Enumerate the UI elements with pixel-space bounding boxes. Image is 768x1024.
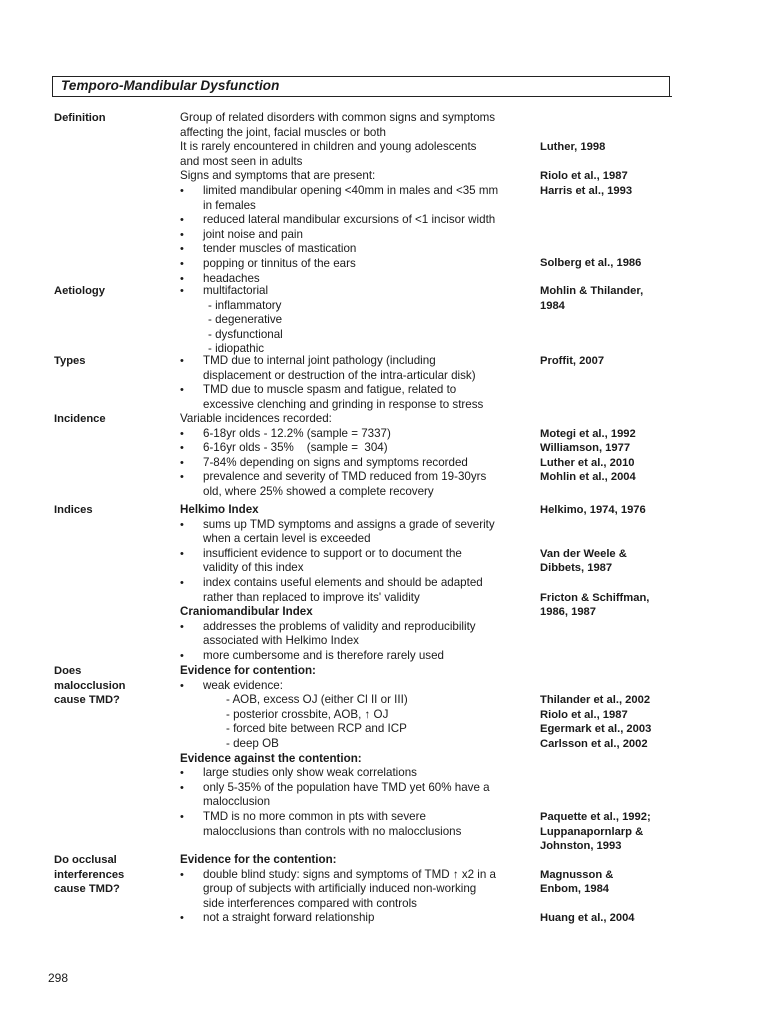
malocclusion-line: - forced bite between RCP and ICP xyxy=(226,722,407,736)
reference: Fricton & Schiffman, xyxy=(540,591,650,604)
definition-bullet: • headaches xyxy=(180,272,535,287)
definition-bullet: • tender muscles of mastication xyxy=(180,242,535,257)
indices-bullet: • more cumbersome and is therefore rarely used xyxy=(180,649,535,664)
definition-line: and most seen in adults xyxy=(180,154,303,168)
label-line: malocclusion xyxy=(54,679,126,692)
incidence-line: old, where 25% showed a complete recovery xyxy=(203,484,434,498)
page-title: Temporo-Mandibular Dysfunction xyxy=(61,78,280,93)
incidence-refs xyxy=(540,412,740,485)
aetiology-line: - degenerative xyxy=(208,313,283,327)
label-line: cause TMD? xyxy=(54,883,120,896)
reference: Carlsson et al., 2002 xyxy=(540,737,648,750)
types-refs xyxy=(540,354,740,369)
interferences-bullet: • not a straight forward relationship xyxy=(180,911,535,926)
reference: Dibbets, 1987 xyxy=(540,562,613,575)
reference: Luther et al., 2010 xyxy=(540,456,635,469)
definition-line: Group of related disorders with common signs and symptoms xyxy=(180,111,496,124)
label-line: interferences xyxy=(54,868,125,881)
reference: Magnusson & xyxy=(540,868,614,881)
malocclusion-bullet: • large studies only show weak correlations xyxy=(180,766,535,781)
malocclusion-subheading: Evidence for contention: xyxy=(180,664,316,677)
title-rule xyxy=(52,96,672,97)
malocclusion-line: - posterior crossbite, AOB, ↑ OJ xyxy=(226,707,389,721)
reference: Van der Weele & xyxy=(540,547,627,560)
definition-content xyxy=(180,111,535,286)
reference: 1986, 1987 xyxy=(540,606,596,619)
indices-line: associated with Helkimo Index xyxy=(203,634,359,648)
interferences-refs xyxy=(540,853,740,926)
page-number: 298 xyxy=(48,971,69,985)
reference: Helkimo, 1974, 1976 xyxy=(540,504,646,516)
malocclusion-line: malocclusion xyxy=(203,795,271,809)
interferences-content xyxy=(180,853,535,926)
label-interferences xyxy=(54,853,164,897)
indices-line: validity of this index xyxy=(203,561,304,575)
label-line: cause TMD? xyxy=(54,694,120,707)
malocclusion-subheading: Evidence against the contention: xyxy=(180,751,362,765)
label-line: Do occlusal xyxy=(54,854,117,866)
reference: Riolo et al., 1987 xyxy=(540,170,628,183)
malocclusion-refs xyxy=(540,664,740,854)
incidence-line: Variable incidences recorded: xyxy=(180,412,332,425)
indices-line: rather than replaced to improve its' validity xyxy=(203,590,420,604)
types-line: displacement or destruction of the intra-articular disk) xyxy=(203,368,476,382)
reference: Luther, 1998 xyxy=(540,141,606,153)
label-line: Does xyxy=(54,665,82,677)
reference: Johnston, 1993 xyxy=(540,840,622,853)
interferences-line: side interferences compared with controls xyxy=(203,896,417,910)
reference: Huang et al., 2004 xyxy=(540,912,635,925)
malocclusion-bullet: • TMD is no more common in pts with severe xyxy=(180,810,535,825)
reference: Thilander et al., 2002 xyxy=(540,694,651,707)
label-malocclusion xyxy=(54,664,164,708)
malocclusion-line: - AOB, excess OJ (either Cl II or III) xyxy=(226,693,408,707)
reference: Solberg et al., 1986 xyxy=(540,257,642,270)
definition-refs xyxy=(540,111,740,271)
definition-line: Signs and symptoms that are present: xyxy=(180,169,376,183)
definition-line: It is rarely encountered in children and young adolescents xyxy=(180,140,477,154)
aetiology-line: - dysfunctional xyxy=(208,327,283,341)
definition-line: in females xyxy=(203,198,256,212)
aetiology-line: - idiopathic xyxy=(208,342,265,356)
types-line: excessive clenching and grinding in response to stress xyxy=(203,397,484,411)
aetiology-line: - inflammatory xyxy=(208,298,282,312)
definition-bullet: • limited mandibular opening <40mm in males and <35 mm xyxy=(180,184,535,199)
aetiology-content xyxy=(180,284,535,357)
interferences-bullet: • double blind study: signs and symptoms of TMD ↑ x2 in a xyxy=(180,868,535,883)
aetiology-refs xyxy=(540,284,740,313)
incidence-content xyxy=(180,412,535,500)
title-box xyxy=(52,76,670,96)
label-aetiology: Aetiology xyxy=(54,285,105,297)
label-definition: Definition xyxy=(54,112,106,124)
indices-subheading: Craniomandibular Index xyxy=(180,605,313,619)
malocclusion-bullet: • only 5-35% of the population have TMD yet 60% have a xyxy=(180,781,535,796)
reference: Riolo et al., 1987 xyxy=(540,708,628,721)
reference: Paquette et al., 1992; xyxy=(540,810,651,823)
reference: Williamson, 1977 xyxy=(540,442,631,455)
indices-refs xyxy=(540,503,740,620)
indices-bullet: • index contains useful elements and should be adapted xyxy=(180,576,535,591)
types-content xyxy=(180,354,535,412)
indices-subheading: Helkimo Index xyxy=(180,503,259,516)
malocclusion-line: malocclusions than controls with no malocclusions xyxy=(203,824,462,838)
types-bullet: • TMD due to muscle spasm and fatigue, related to xyxy=(180,383,535,398)
aetiology-bullet: • multifactorial xyxy=(180,284,535,299)
indices-line: when a certain level is exceeded xyxy=(203,532,371,546)
indices-bullet: • sums up TMD symptoms and assigns a grade of severity xyxy=(180,518,535,533)
malocclusion-bullet: • weak evidence: xyxy=(180,679,535,694)
incidence-bullet: • 6-16yr olds - 35% (sample = 304) xyxy=(180,441,535,456)
interferences-line: group of subjects with artificially induced non-working xyxy=(203,882,477,896)
reference: Luppanapornlarp & xyxy=(540,825,644,838)
reference: 1984 xyxy=(540,299,565,312)
definition-bullet: • joint noise and pain xyxy=(180,228,535,243)
reference: Enbom, 1984 xyxy=(540,883,610,896)
indices-bullet: • insufficient evidence to support or to document the xyxy=(180,547,535,562)
malocclusion-content xyxy=(180,664,535,839)
reference: Egermark et al., 2003 xyxy=(540,723,652,736)
label-incidence: Incidence xyxy=(54,413,106,425)
indices-content xyxy=(180,503,535,664)
incidence-bullet: • prevalence and severity of TMD reduced from 19-30yrs xyxy=(180,470,535,485)
definition-bullet: • reduced lateral mandibular excursions of <1 incisor width xyxy=(180,213,535,228)
indices-bullet: • addresses the problems of validity and reproducibility xyxy=(180,620,535,635)
incidence-bullet: • 6-18yr olds - 12.2% (sample = 7337) xyxy=(180,427,535,442)
label-indices: Indices xyxy=(54,504,93,516)
types-bullet: • TMD due to internal joint pathology (including xyxy=(180,354,535,369)
reference: Harris et al., 1993 xyxy=(540,184,633,197)
incidence-bullet: • 7-84% depending on signs and symptoms recorded xyxy=(180,456,535,471)
malocclusion-line: - deep OB xyxy=(226,736,279,750)
label-types: Types xyxy=(54,355,86,367)
reference: Motegi et al., 1992 xyxy=(540,427,636,440)
reference: Mohlin & Thilander, xyxy=(540,285,644,297)
definition-bullet: • popping or tinnitus of the ears xyxy=(180,257,535,272)
reference: Mohlin et al., 2004 xyxy=(540,471,636,484)
interferences-subheading: Evidence for the contention: xyxy=(180,853,337,866)
reference: Proffit, 2007 xyxy=(540,355,605,367)
definition-line: affecting the joint, facial muscles or both xyxy=(180,125,387,139)
